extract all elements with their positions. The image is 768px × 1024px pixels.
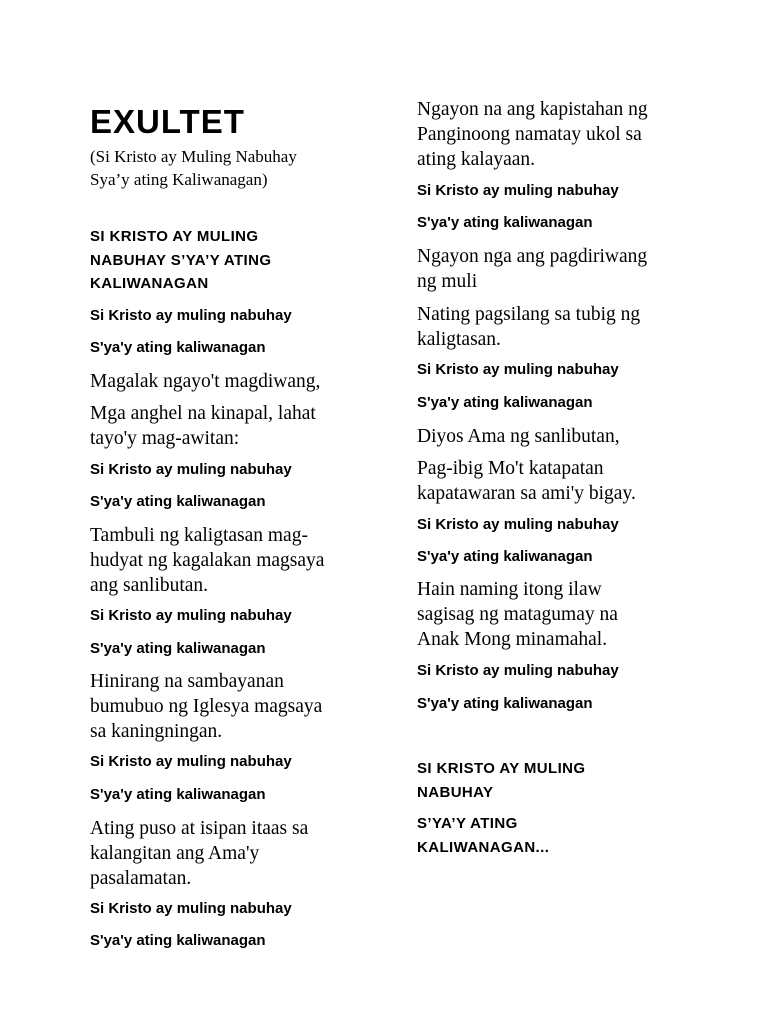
text-line: bumubuo ng Iglesya magsaya [90, 696, 323, 717]
text-line: sa kaningningan. [90, 721, 223, 742]
verse-stanza [417, 97, 648, 172]
refrain-line-1: Si Kristo ay muling nabuhay [90, 900, 292, 917]
opening-heading [90, 225, 271, 296]
refrain-line-2: S'ya'y ating kaliwanagan [90, 786, 266, 803]
text-line: Panginoong namatay ukol sa [417, 124, 642, 145]
text-line: kapatawaran sa ami'y bigay. [417, 483, 636, 504]
refrain-line-2: S'ya'y ating kaliwanagan [90, 493, 266, 510]
refrain-line-1: Si Kristo ay muling nabuhay [417, 361, 619, 378]
text-line: Hinirang na sambayanan [90, 671, 284, 692]
text-line: sagisag ng matagumay na [417, 604, 618, 625]
text-line: kalangitan ang Ama'y [90, 843, 260, 864]
text-line: ang sanlibutan. [90, 575, 209, 596]
refrain-line-1: Si Kristo ay muling nabuhay [90, 307, 292, 324]
refrain-line-2: S'ya'y ating kaliwanagan [417, 548, 593, 565]
closing-heading-1 [417, 757, 585, 804]
text-line: kaligtasan. [417, 329, 501, 350]
text-line: NABUHAY [417, 783, 494, 801]
refrain-line-2: S'ya'y ating kaliwanagan [417, 394, 593, 411]
verse-stanza [90, 401, 316, 451]
text-line: ating kalayaan. [417, 149, 536, 170]
verse-stanza [90, 369, 320, 394]
text-line: SI KRISTO AY MULING [90, 228, 259, 245]
verse-stanza [417, 244, 647, 294]
refrain-line-1: Si Kristo ay muling nabuhay [90, 753, 292, 770]
text-line: Ngayon nga ang pagdiriwang [417, 246, 648, 267]
verse-stanza [417, 424, 620, 449]
text-line: pasalamatan. [90, 868, 192, 889]
song-title: EXULTET [90, 103, 245, 140]
text-line: Hain naming itong ilaw [417, 579, 602, 600]
refrain-line-1: Si Kristo ay muling nabuhay [417, 516, 619, 533]
song-subtitle [90, 145, 297, 191]
text-line: (Si Kristo ay Muling Nabuhay [90, 147, 297, 166]
text-line: tayo'y mag-awitan: [90, 428, 240, 449]
text-line: NABUHAY S’YA’Y ATING [90, 251, 272, 269]
refrain-line-2: S'ya'y ating kaliwanagan [417, 214, 593, 231]
text-line: Anak Mong minamahal. [417, 629, 608, 650]
verse-stanza [90, 669, 322, 744]
refrain-line-2: S'ya'y ating kaliwanagan [90, 932, 266, 949]
text-line: S’YA’Y ATING [417, 815, 518, 832]
text-line: KALIWANAGAN [90, 275, 209, 292]
refrain-line-2: S'ya'y ating kaliwanagan [90, 339, 266, 356]
text-line: Pag-ibig Mo't katapatan [417, 458, 604, 479]
verse-stanza [417, 577, 618, 652]
verse-stanza [90, 816, 308, 891]
text-line: Diyos Ama ng sanlibutan, [417, 426, 620, 447]
text-line: Nating pagsilang sa tubig ng [417, 304, 641, 325]
refrain-line-2: S'ya'y ating kaliwanagan [417, 695, 593, 712]
refrain-line-1: Si Kristo ay muling nabuhay [417, 662, 619, 679]
text-line: KALIWANAGAN... [417, 838, 550, 856]
closing-heading-2 [417, 812, 549, 859]
text-line: hudyat ng kagalakan magsaya [90, 550, 325, 571]
text-line: Mga anghel na kinapal, lahat [90, 403, 316, 424]
text-line: Magalak ngayo't magdiwang, [90, 371, 321, 392]
verse-stanza [417, 456, 636, 506]
refrain-line-1: Si Kristo ay muling nabuhay [417, 182, 619, 199]
refrain-line-2: S'ya'y ating kaliwanagan [90, 640, 266, 657]
refrain-line-1: Si Kristo ay muling nabuhay [90, 607, 292, 624]
text-line: SI KRISTO AY MULING [417, 760, 586, 777]
verse-stanza [417, 302, 640, 352]
refrain-line-1: Si Kristo ay muling nabuhay [90, 461, 292, 478]
text-line: ng muli [417, 271, 478, 292]
text-line: Sya’y ating Kaliwanagan) [90, 170, 268, 189]
text-line: Ngayon na ang kapistahan ng [417, 99, 648, 120]
verse-stanza [90, 523, 324, 598]
text-line: Ating puso at isipan itaas sa [90, 818, 309, 839]
text-line: Tambuli ng kaligtasan mag- [90, 525, 308, 546]
